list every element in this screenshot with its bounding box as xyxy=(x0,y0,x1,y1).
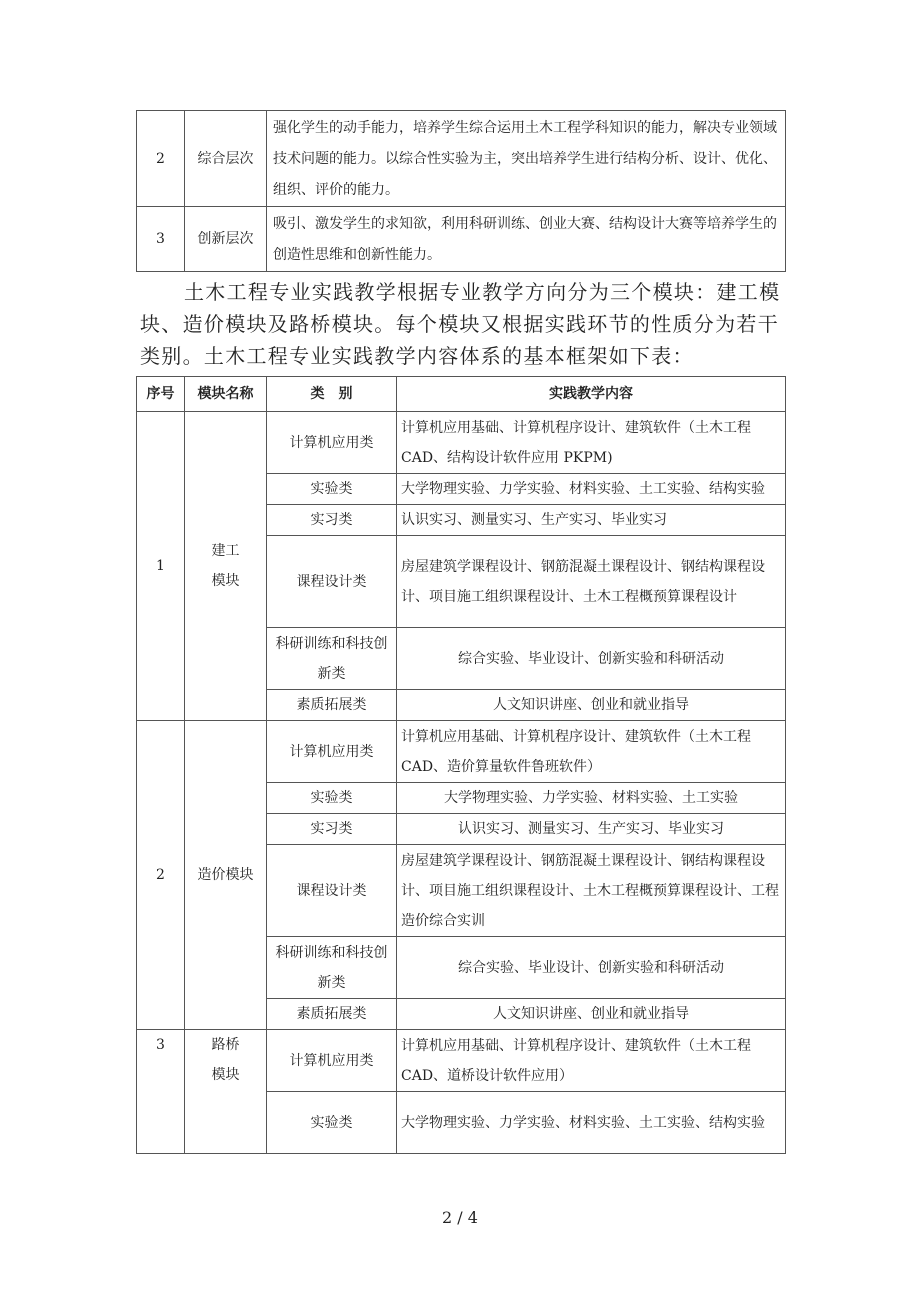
module-number: 3 xyxy=(137,1030,185,1154)
table-row xyxy=(137,721,786,783)
content-cell: 计算机应用基础、计算机程序设计、建筑软件（土木工程 CAD、道桥设计软件应用） xyxy=(397,1030,786,1092)
category-cell: 科研训练和科技创新类 xyxy=(267,628,397,690)
header-number: 序号 xyxy=(137,377,185,412)
content-cell: 计算机应用基础、计算机程序设计、建筑软件（土木工程 CAD、结构设计软件应用 PKPM) xyxy=(397,412,786,474)
content-cell: 大学物理实验、力学实验、材料实验、土工实验、结构实验 xyxy=(397,1092,786,1154)
body-paragraph: 土木工程专业实践教学根据专业教学方向分为三个模块：建工模块、造价模块及路桥模块。每个模块又根据实践环节的性质分为若干类别。土木工程专业实践教学内容体系的基本框架如下表： xyxy=(140,280,781,368)
content-cell: 认识实习、测量实习、生产实习、毕业实习 xyxy=(397,814,786,845)
module-name: 路桥 模块 xyxy=(185,1030,267,1154)
category-cell: 素质拓展类 xyxy=(267,690,397,721)
level-name: 创新层次 xyxy=(185,207,267,272)
content-cell: 认识实习、测量实习、生产实习、毕业实习 xyxy=(397,505,786,536)
module-number: 1 xyxy=(137,412,185,721)
table-row xyxy=(137,111,786,207)
category-cell: 实习类 xyxy=(267,814,397,845)
table-row xyxy=(137,412,786,474)
level-number: 3 xyxy=(137,207,185,272)
header-category: 类 别 xyxy=(267,377,397,412)
table-body xyxy=(137,412,786,1154)
content-cell: 房屋建筑学课程设计、钢筋混凝土课程设计、钢结构课程设计、项目施工组织课程设计、土木工程概预算课程设计 xyxy=(397,536,786,628)
content-cell: 综合实验、毕业设计、创新实验和科研活动 xyxy=(397,937,786,999)
category-cell: 实习类 xyxy=(267,505,397,536)
category-cell: 实验类 xyxy=(267,1092,397,1154)
level-description: 强化学生的动手能力，培养学生综合运用土木工程学科知识的能力，解决专业领域技术问题的能力。以综合性实验为主，突出培养学生进行结构分析、设计、优化、组织、评价的能力。 xyxy=(267,111,786,207)
content-cell: 人文知识讲座、创业和就业指导 xyxy=(397,690,786,721)
category-cell: 实验类 xyxy=(267,783,397,814)
category-cell: 计算机应用类 xyxy=(267,1030,397,1092)
module-number: 2 xyxy=(137,721,185,1030)
header-content: 实践教学内容 xyxy=(397,377,786,412)
category-cell: 课程设计类 xyxy=(267,845,397,937)
table-row xyxy=(137,207,786,272)
module-name: 造价模块 xyxy=(185,721,267,1030)
category-cell: 计算机应用类 xyxy=(267,721,397,783)
content-cell: 大学物理实验、力学实验、材料实验、土工实验 xyxy=(397,783,786,814)
table-header-row xyxy=(137,377,786,412)
level-name: 综合层次 xyxy=(185,111,267,207)
content-cell: 房屋建筑学课程设计、钢筋混凝土课程设计、钢结构课程设计、项目施工组织课程设计、土木工程概预算课程设计、工程造价综合实训 xyxy=(397,845,786,937)
content-cell: 人文知识讲座、创业和就业指导 xyxy=(397,999,786,1030)
category-cell: 计算机应用类 xyxy=(267,412,397,474)
content-cell: 综合实验、毕业设计、创新实验和科研活动 xyxy=(397,628,786,690)
content-cell: 大学物理实验、力学实验、材料实验、土工实验、结构实验 xyxy=(397,474,786,505)
table-row xyxy=(137,1030,786,1092)
level-number: 2 xyxy=(137,111,185,207)
category-cell: 实验类 xyxy=(267,474,397,505)
level-description: 吸引、激发学生的求知欲，利用科研训练、创业大赛、结构设计大赛等培养学生的创造性思维和创新性能力。 xyxy=(267,207,786,272)
page-number: 2 / 4 xyxy=(442,1208,478,1227)
module-name: 建工 模块 xyxy=(185,412,267,721)
category-cell: 素质拓展类 xyxy=(267,999,397,1030)
category-cell: 科研训练和科技创新类 xyxy=(267,937,397,999)
category-cell: 课程设计类 xyxy=(267,536,397,628)
level-table xyxy=(136,110,786,272)
practice-framework-table xyxy=(136,376,786,1154)
content-cell: 计算机应用基础、计算机程序设计、建筑软件（土木工程 CAD、造价算量软件鲁班软件） xyxy=(397,721,786,783)
header-module: 模块名称 xyxy=(185,377,267,412)
